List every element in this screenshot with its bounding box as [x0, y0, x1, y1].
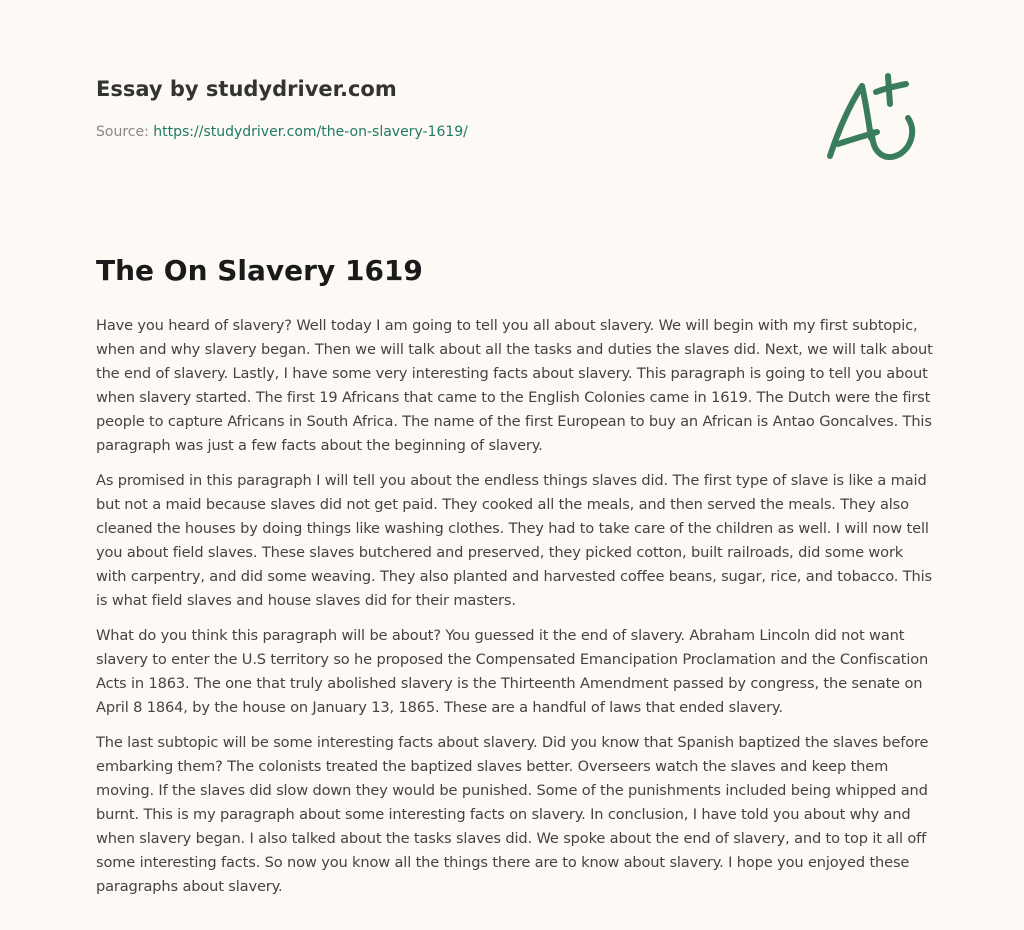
paragraph: As promised in this paragraph I will tell you about the endless things slaves did. The first type of slave is like a maid but not a maid because slaves did not get paid. They cooked all the meals, and then served the meals. They also cleaned the houses by doing things like washing clothes. They had to take care of the children as well. I will now tell you about field slaves. These slaves butchered and preserved, they picked cotton, built railroads, did some work with carpentry, and did some weaving. They also planted and harvested coffee beans, sugar, rice, and tobacco. This is what field slaves and house slaves did for their masters.: [96, 472, 933, 609]
paragraph: Have you heard of slavery? Well today I am going to tell you all about slavery. We will begin with my first subtopic, when and why slavery began. Then we will talk about all the tasks and duties the slaves did. Next, we will talk about the end of slavery. Lastly, I have some very interesting facts about slavery. This paragraph is going to tell you about when slavery started. The first 19 Africans that came to the English Colonies came in 1619. The Dutch were the first people to capture Africans in South Africa. The name of the first European to buy an African is Antao Goncalves. This paragraph was just a few facts about the beginning of slavery.: [96, 317, 933, 454]
page-header: [96, 0, 936, 200]
source-line: [96, 124, 468, 140]
paragraph: The last subtopic will be some interesting facts about slavery. Did you know that Spanish baptized the slaves before embarking them? The colonists treated the baptized slaves better. Overseers watch the slaves and keep them moving. If the slaves did slow down they would be punished. Some of the punishments included being whipped and burnt. This is my paragraph about some interesting facts on slavery. In conclusion, I have told you about why and when slavery began. I also talked about the tasks slaves did. We spoke about the end of slavery, and to top it all off some interesting facts. So now you know all the things there are to know about slavery. I hope you enjoyed these paragraphs about slavery.: [96, 734, 929, 895]
source-link[interactable]: https://studydriver.com/the-on-slavery-1619/: [153, 124, 468, 140]
site-title: Essay by studydriver.com: [96, 77, 397, 101]
paragraph: What do you think this paragraph will be about? You guessed it the end of slavery. Abraham Lincoln did not want slavery to enter the U.S territory so he proposed the Compensated Emancipation Proclamation and the Confiscation Acts in 1863. The one that truly abolished slavery is the Thirteenth Amendment passed by congress, the senate on April 8 1864, by the house on January 13, 1865. These are a handful of laws that ended slavery.: [96, 627, 929, 716]
article-title: The On Slavery 1619: [96, 254, 423, 287]
article-body: [96, 314, 936, 910]
source-label: Source:: [96, 124, 149, 140]
a-plus-grade-icon: [824, 66, 928, 166]
